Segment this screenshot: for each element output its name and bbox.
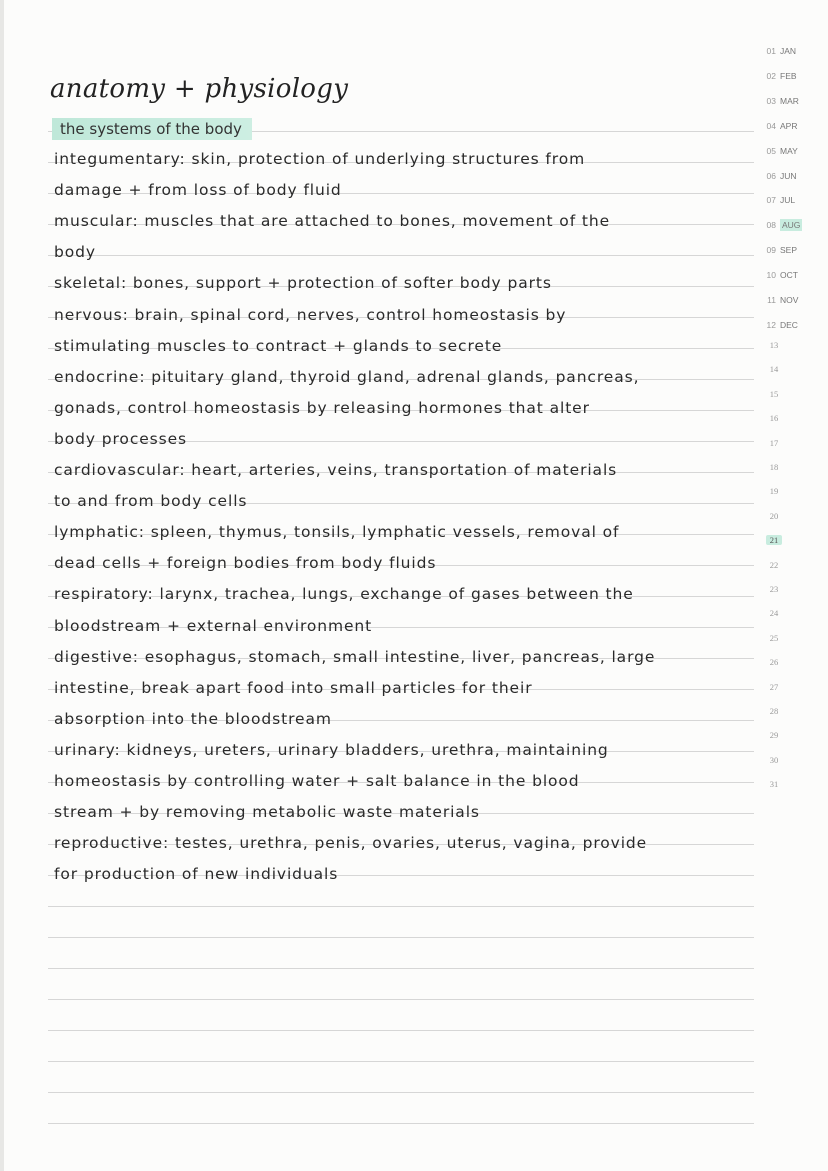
month-number: 07 (766, 195, 776, 205)
calendar-month (760, 121, 820, 131)
note-line: cardiovascular: heart, arteries, veins, transportation of materials (54, 461, 618, 479)
calendar-day: 22 (769, 560, 779, 570)
calendar-day: 14 (769, 364, 779, 374)
calendar-day: 17 (769, 438, 779, 448)
month-name: NOV (780, 295, 799, 305)
month-number: 05 (766, 146, 776, 156)
page-title: anatomy + physiology (50, 74, 349, 104)
note-line: bloodstream + external environment (54, 617, 373, 635)
month-number: 10 (766, 270, 776, 280)
month-number: 06 (766, 171, 776, 181)
calendar-month (760, 146, 820, 156)
calendar-day: 31 (769, 779, 779, 789)
section-subtitle: the systems of the body (52, 118, 252, 140)
ruled-line (48, 1062, 754, 1093)
month-number: 04 (766, 121, 776, 131)
calendar-day: 20 (769, 511, 779, 521)
ruled-lines (48, 101, 754, 1124)
calendar-month (760, 295, 820, 305)
calendar-index-column (760, 0, 820, 800)
calendar-day: 27 (769, 682, 779, 692)
note-line: gonads, control homeostasis by releasing hormones that alter (54, 399, 590, 417)
calendar-month (760, 96, 820, 106)
calendar-month (760, 320, 820, 330)
calendar-day: 30 (769, 755, 779, 765)
calendar-month (760, 245, 820, 255)
month-number: 08 (766, 220, 776, 230)
month-number: 03 (766, 96, 776, 106)
month-name: JAN (780, 46, 797, 56)
note-line: for production of new individuals (54, 865, 339, 883)
calendar-day: 28 (769, 706, 779, 716)
calendar-month (760, 71, 820, 81)
note-line: skeletal: bones, support + protection of softer body parts (54, 274, 552, 292)
ruled-line (48, 1031, 754, 1062)
calendar-day: 26 (769, 657, 779, 667)
month-name: JUL (780, 195, 796, 205)
calendar-day: 29 (769, 730, 779, 740)
note-line: muscular: muscles that are attached to bones, movement of the (54, 212, 611, 230)
note-line: intestine, break apart food into small particles for their (54, 679, 533, 697)
month-name: MAY (780, 146, 798, 156)
calendar-day: 16 (769, 413, 779, 423)
month-name: AUG (782, 220, 801, 230)
note-line: body processes (54, 430, 188, 448)
calendar-day: 25 (769, 633, 779, 643)
ruled-line (48, 907, 754, 938)
month-name: JUN (780, 171, 797, 181)
calendar-day: 23 (769, 584, 779, 594)
calendar-month (760, 46, 820, 56)
calendar-month (760, 171, 820, 181)
note-line: stimulating muscles to contract + glands to secrete (54, 337, 503, 355)
calendar-day: 19 (769, 486, 779, 496)
ruled-line (48, 969, 754, 1000)
note-line: stream + by removing metabolic waste materials (54, 803, 480, 821)
note-line: dead cells + foreign bodies from body fluids (54, 554, 437, 572)
month-name: APR (780, 121, 798, 131)
calendar-day: 24 (769, 608, 779, 618)
month-name: OCT (780, 270, 798, 280)
note-line: nervous: brain, spinal cord, nerves, control homeostasis by (54, 306, 567, 324)
month-name: MAR (780, 96, 799, 106)
note-line: body (54, 243, 96, 261)
note-line: respiratory: larynx, trachea, lungs, exchange of gases between the (54, 585, 634, 603)
note-line: absorption into the bloodstream (54, 710, 332, 728)
calendar-day: 15 (769, 389, 779, 399)
month-number: 12 (766, 320, 776, 330)
month-number: 09 (766, 245, 776, 255)
calendar-month (760, 270, 820, 280)
note-line: digestive: esophagus, stomach, small intestine, liver, pancreas, large (54, 648, 656, 666)
note-line: damage + from loss of body fluid (54, 181, 342, 199)
calendar-month (760, 220, 820, 230)
note-line: to and from body cells (54, 492, 248, 510)
month-number: 11 (767, 295, 776, 305)
month-name: FEB (780, 71, 797, 81)
calendar-day: 21 (766, 535, 782, 545)
ruled-line (48, 1093, 754, 1124)
note-line: endocrine: pituitary gland, thyroid gland, adrenal glands, pancreas, (54, 368, 640, 386)
calendar-day: 18 (769, 462, 779, 472)
bleed-through-ghost (404, 78, 411, 103)
note-line: homeostasis by controlling water + salt balance in the blood (54, 772, 580, 790)
month-number: 02 (766, 71, 776, 81)
note-line: urinary: kidneys, ureters, urinary bladders, urethra, maintaining (54, 741, 609, 759)
calendar-month (760, 195, 820, 205)
note-line: lymphatic: spleen, thymus, tonsils, lymphatic vessels, removal of (54, 523, 620, 541)
calendar-day: 13 (769, 340, 779, 350)
note-line: integumentary: skin, protection of underlying structures from (54, 150, 586, 168)
ruled-line (48, 1000, 754, 1031)
month-name: DEC (780, 320, 798, 330)
ruled-line (48, 938, 754, 969)
month-number: 01 (766, 46, 776, 56)
note-line: reproductive: testes, urethra, penis, ovaries, uterus, vagina, provide (54, 834, 648, 852)
month-name: SEP (780, 245, 798, 255)
